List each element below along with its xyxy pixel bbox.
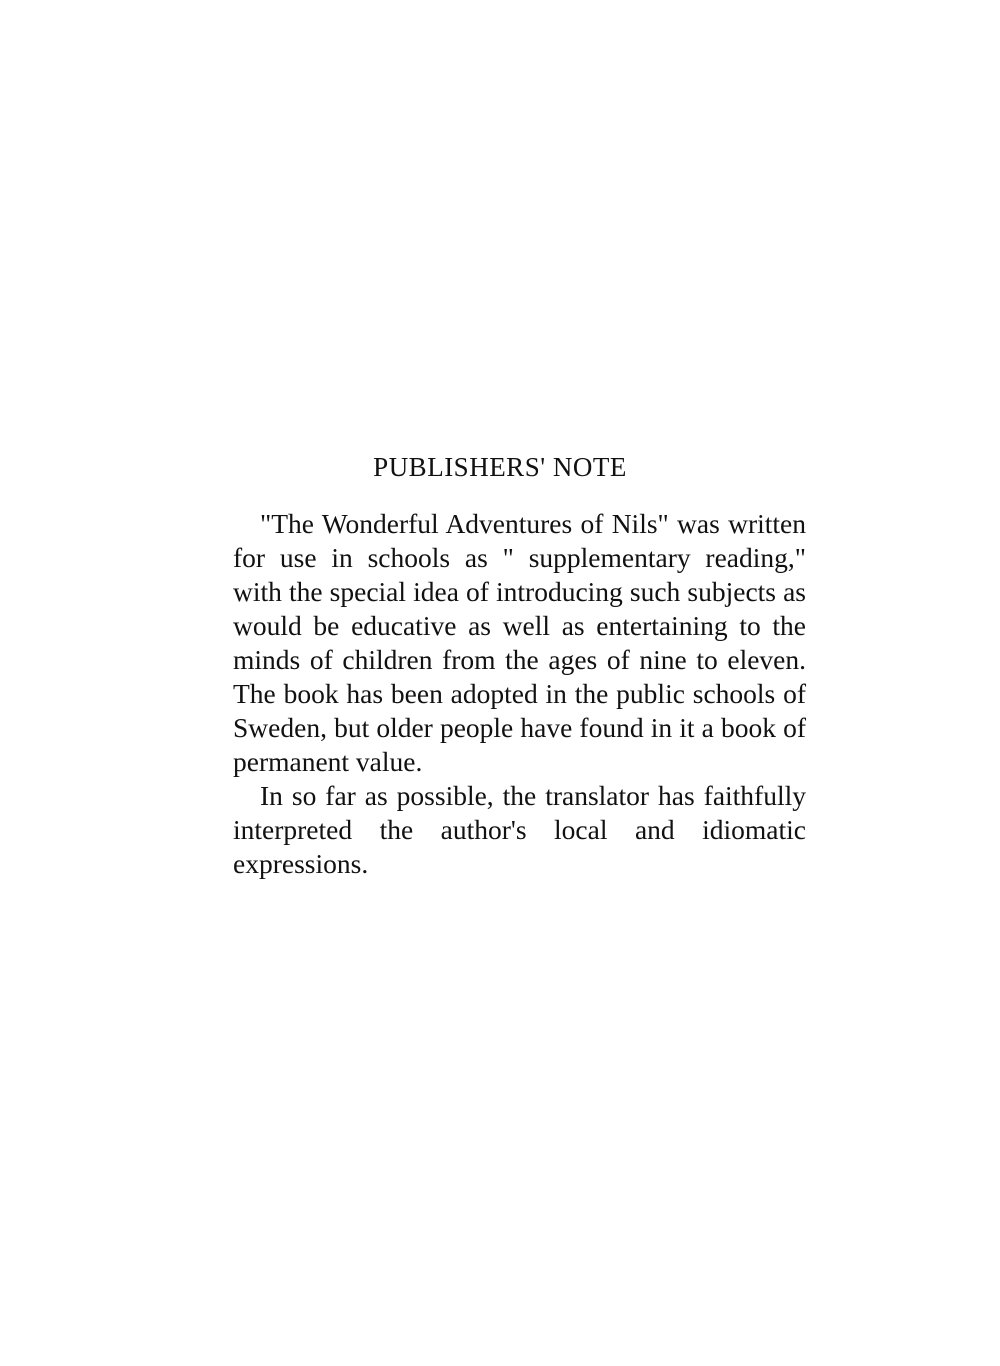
paragraph-1: "The Wonderful Adventures of Nils" was written for use in schools as " supplementary reading," with the special idea of introducing such subjects as would be educative as well as entertaining to the minds of children from the ages of nine to eleven. The book has been adopted in the public schools of Sweden, but older people have found in it a book of permanent value.: [233, 508, 806, 777]
note-body: [233, 507, 806, 881]
page-title: PUBLISHERS' NOTE: [373, 452, 627, 482]
paragraph-2: In so far as possible, the translator has faithfully interpreted the author's local and idiomatic expressions.: [233, 780, 806, 879]
